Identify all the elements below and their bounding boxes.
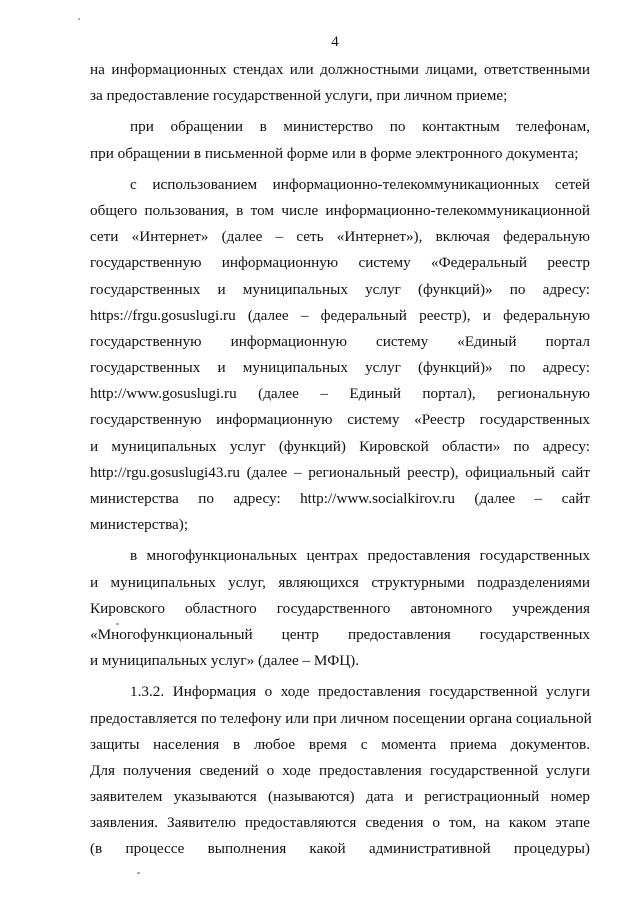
scan-speck — [116, 623, 119, 625]
text-line: и муниципальных услуг» (далее – МФЦ). — [90, 652, 360, 670]
text-line: государственных и муниципальных услуг (функций)» по адресу: — [90, 359, 590, 377]
paragraph — [90, 114, 590, 166]
text-line: с использованием информационно-телекоммуникационных сетей — [130, 175, 590, 193]
text-line: государственную информационную систему «Федеральный реестр — [90, 254, 590, 272]
text-line: Для получения сведений о ходе предоставления государственной услуги — [90, 761, 590, 779]
scan-speck — [137, 872, 140, 874]
scan-speck — [78, 18, 80, 20]
text-line: министерства); — [90, 516, 189, 534]
text-line: «Многофункциональный центр предоставления государственных — [90, 625, 590, 643]
paragraph — [90, 57, 590, 109]
text-line: http://www.gosuslugi.ru (далее – Единый портал), региональную — [90, 385, 590, 403]
paragraph — [90, 172, 590, 539]
text-line: за предоставление государственной услуги, при личном приеме; — [90, 87, 508, 105]
text-line: государственную информационную систему «Реестр государственных — [90, 411, 590, 429]
paragraph — [90, 543, 590, 674]
text-line: на информационных стендах или должностными лицами, ответственными — [90, 61, 590, 78]
document-body — [90, 57, 590, 863]
text-line: Кировского областного государственного автономного учреждения — [90, 599, 590, 617]
text-line: государственных и муниципальных услуг (функций)» по адресу: — [90, 280, 590, 298]
text-line: сети «Интернет» (далее – сеть «Интернет»), включая федеральную — [90, 228, 590, 246]
text-line: в многофункциональных центрах предоставления государственных — [130, 547, 590, 565]
text-line: министерства по адресу: http://www.socialkirov.ru (далее – сайт — [90, 490, 590, 507]
text-line: при обращении в письменной форме или в форме электронного документа; — [90, 144, 579, 162]
text-line: государственную информационную систему «Единый портал — [90, 332, 590, 350]
text-line: 1.3.2. Информация о ходе предоставления государственной услуги — [130, 683, 590, 701]
text-line: общего пользования, в том числе информационно-телекоммуникационной — [90, 201, 590, 219]
text-line: и муниципальных услуг (функций) Кировской области» по адресу: — [90, 437, 590, 455]
text-line: https://frgu.gosuslugi.ru (далее – федеральный реестр), и федеральную — [90, 306, 590, 324]
text-line: и муниципальных услуг, являющихся структурными подразделениями — [90, 573, 590, 591]
text-line: предоставляется по телефону или при личном посещении органа социальной — [90, 709, 592, 727]
text-line: при обращении в министерство по контактным телефонам, — [130, 118, 590, 136]
text-line: заявителем указываются (называются) дата и регистрационный номер — [90, 788, 590, 806]
text-line: защиты населения в любое время с момента приема документов. — [90, 735, 590, 753]
paragraph — [90, 679, 590, 862]
text-line: http://rgu.gosuslugi43.ru (далее – региональный реестр), официальный сайт — [90, 463, 590, 481]
text-line: заявления. Заявителю предоставляются сведения о том, на каком этапе — [90, 814, 590, 832]
page-number: 4 — [331, 34, 339, 50]
text-line: (в процессе выполнения какой административной процедуры) — [90, 840, 590, 858]
